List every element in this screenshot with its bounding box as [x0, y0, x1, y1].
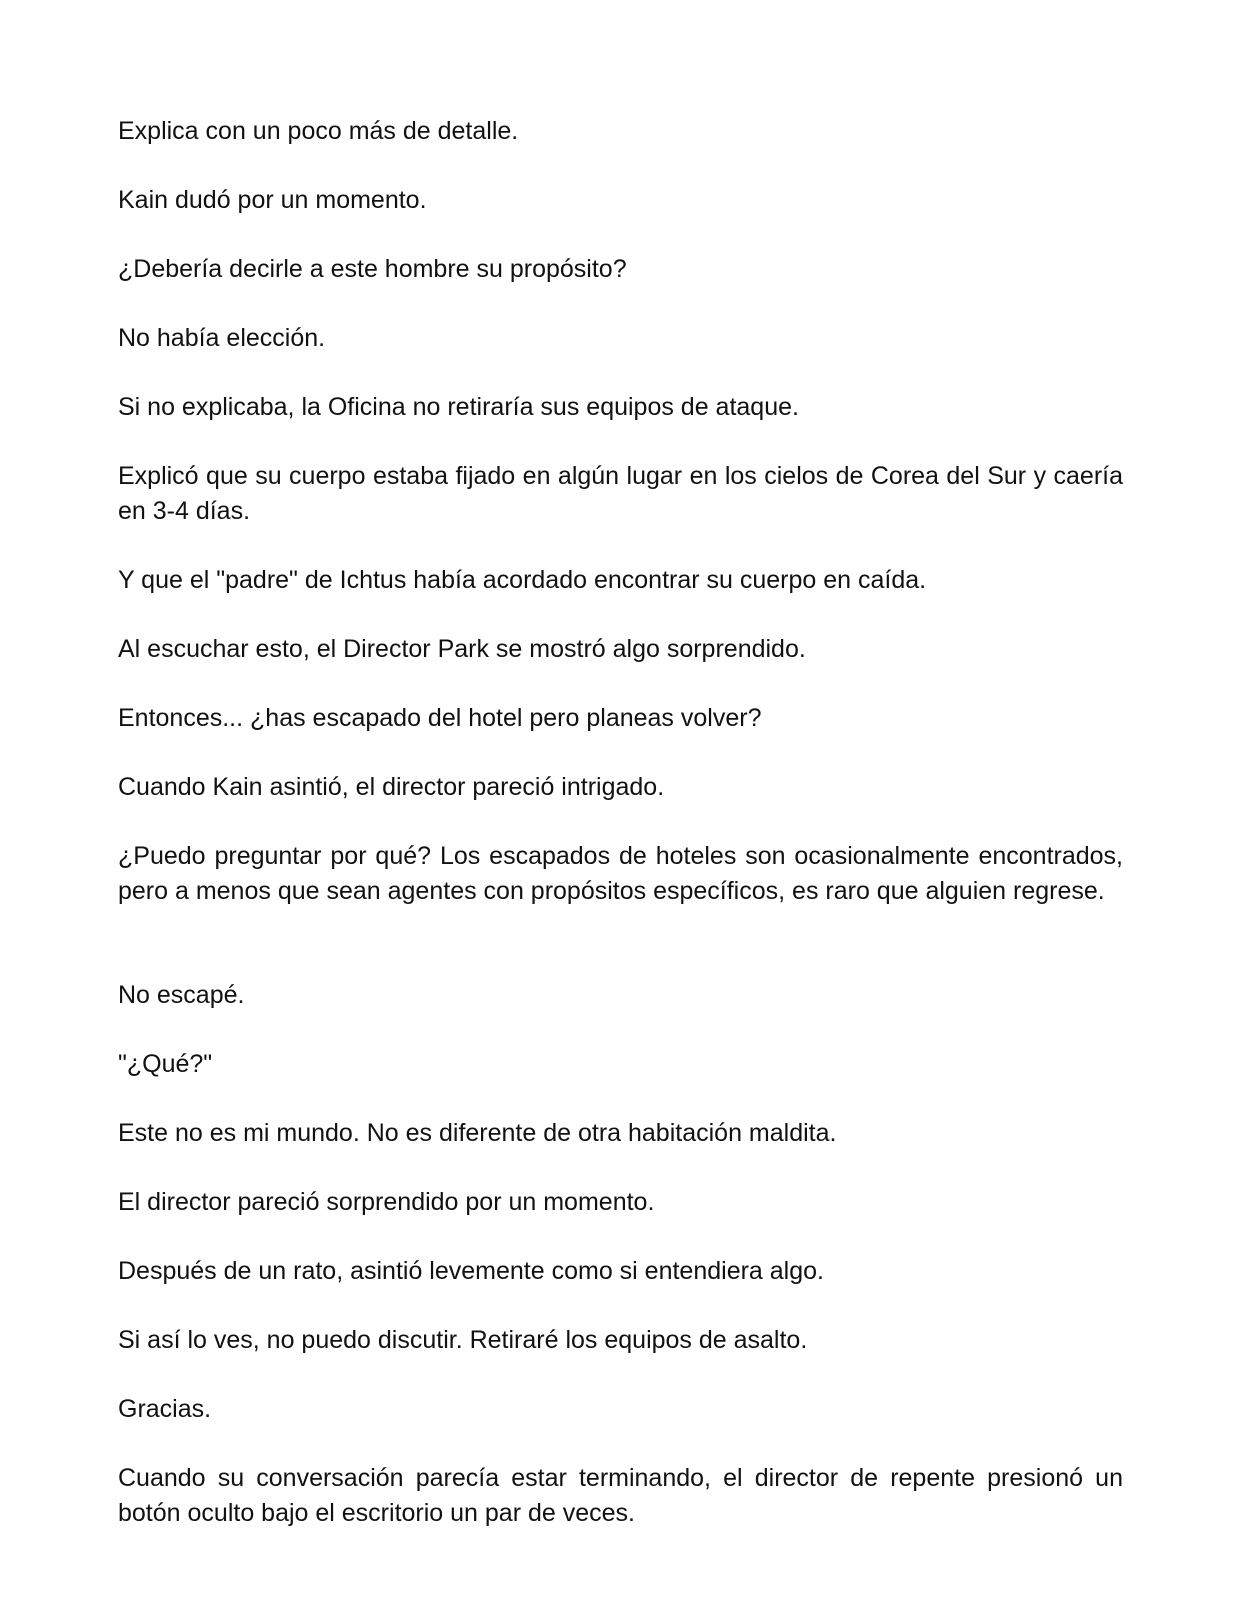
- paragraph-3: ¿Debería decirle a este hombre su propósito?: [118, 255, 627, 283]
- paragraph-4: No había elección.: [118, 324, 326, 352]
- paragraph-11: ¿Puedo preguntar por qué? Los escapados de hoteles son ocasionalmente encontrados, pero a menos que sean agentes con propósitos específicos, es raro que alguien regrese.: [118, 842, 1123, 905]
- paragraph-5: Si no explicaba, la Oficina no retiraría sus equipos de ataque.: [118, 393, 799, 421]
- paragraph-7: Y que el "padre" de Ichtus había acordado encontrar su cuerpo en caída.: [118, 566, 927, 594]
- paragraph-8: Al escuchar esto, el Director Park se mostró algo sorprendido.: [118, 635, 806, 663]
- paragraph-19: Cuando su conversación parecía estar terminando, el director de repente presionó un botón oculto bajo el escritorio un par de veces.: [118, 1464, 1123, 1527]
- paragraph-16: Después de un rato, asintió levemente como si entendiera algo.: [118, 1257, 824, 1285]
- paragraph-17: Si así lo ves, no puedo discutir. Retiraré los equipos de asalto.: [118, 1326, 808, 1354]
- paragraph-13: "¿Qué?": [118, 1050, 213, 1078]
- paragraph-9: Entonces... ¿has escapado del hotel pero planeas volver?: [118, 704, 762, 732]
- paragraph-6: Explicó que su cuerpo estaba fijado en algún lugar en los cielos de Corea del Sur y caería en 3-4 días.: [118, 462, 1123, 525]
- paragraph-14: Este no es mi mundo. No es diferente de otra habitación maldita.: [118, 1119, 837, 1147]
- paragraph-10: Cuando Kain asintió, el director pareció intrigado.: [118, 773, 665, 801]
- paragraph-18: Gracias.: [118, 1395, 212, 1423]
- paragraph-12: No escapé.: [118, 981, 245, 1009]
- paragraph-2: Kain dudó por un momento.: [118, 186, 427, 214]
- paragraph-15: El director pareció sorprendido por un momento.: [118, 1188, 655, 1216]
- paragraph-1: Explica con un poco más de detalle.: [118, 117, 519, 145]
